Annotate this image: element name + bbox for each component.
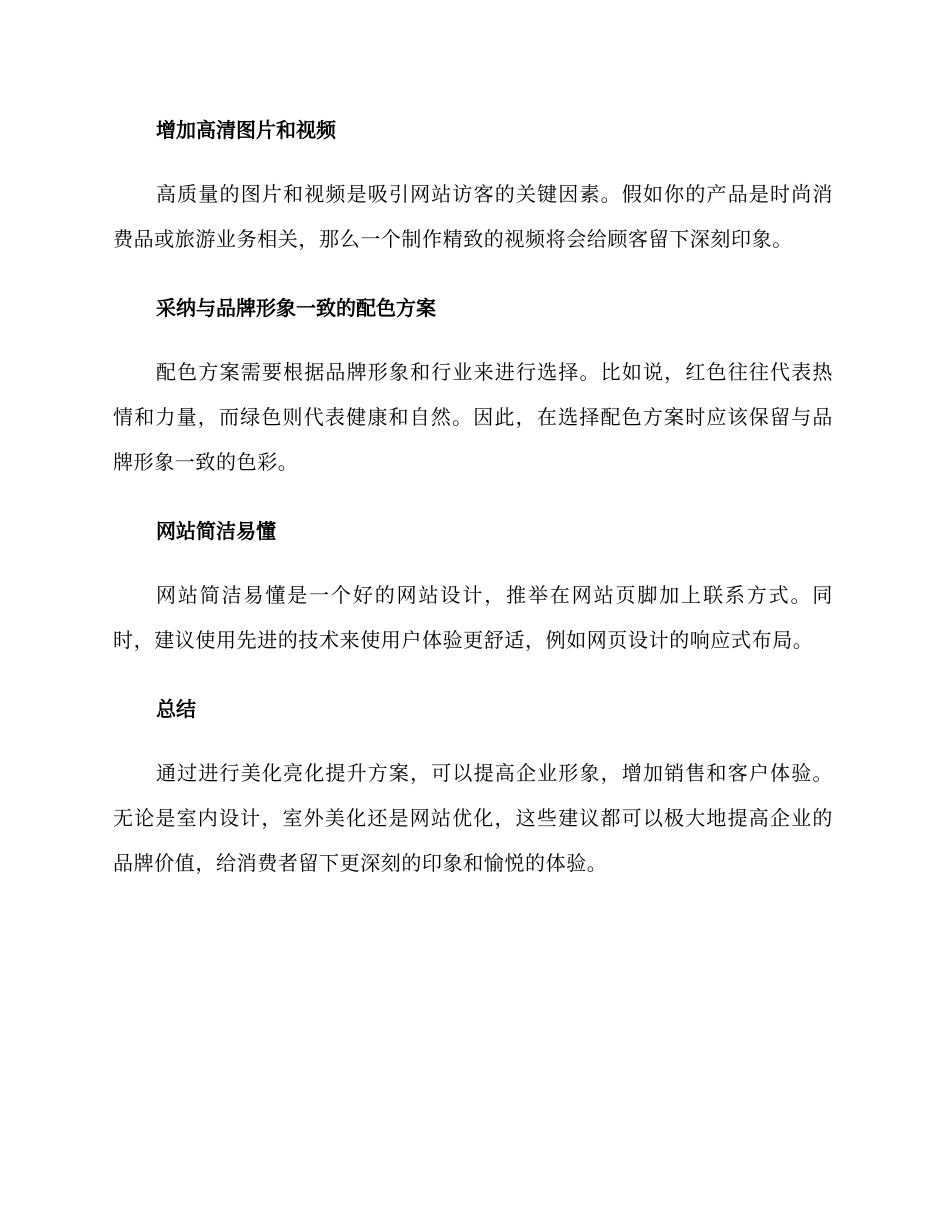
section-paragraph: 配色方案需要根据品牌形象和行业来进行选择。比如说，红色往往代表热情和力量，而绿色则代表健康和自然。因此，在选择配色方案时应该保留与品牌形象一致的色彩。 [113,360,833,474]
section-paragraph: 网站简洁易懂是一个好的网站设计，推举在网站页脚加上联系方式。同时，建议使用先进的技术来使用户体验更舒适，例如网页设计的响应式布局。 [113,583,833,652]
section-paragraph: 通过进行美化亮化提升方案，可以提高企业形象，增加销售和客户体验。无论是室内设计，室外美化还是网站优化，这些建议都可以极大地提高企业的品牌价值，给消费者留下更深刻的印象和愉悦的体验。 [113,761,833,875]
section-color-scheme [113,288,833,485]
document-body [113,110,833,912]
section-summary [113,689,833,886]
section-heading: 总结 [156,697,196,721]
section-heading: 网站简洁易懂 [156,519,276,543]
section-paragraph: 高质量的图片和视频是吸引网站访客的关键因素。假如你的产品是时尚消费品或旅游业务相关，那么一个制作精致的视频将会给顾客留下深刻印象。 [113,182,833,251]
section-heading: 增加高清图片和视频 [156,118,336,142]
section-heading: 采纳与品牌形象一致的配色方案 [156,296,436,320]
section-hd-media [113,110,833,262]
section-simple-site [113,511,833,663]
